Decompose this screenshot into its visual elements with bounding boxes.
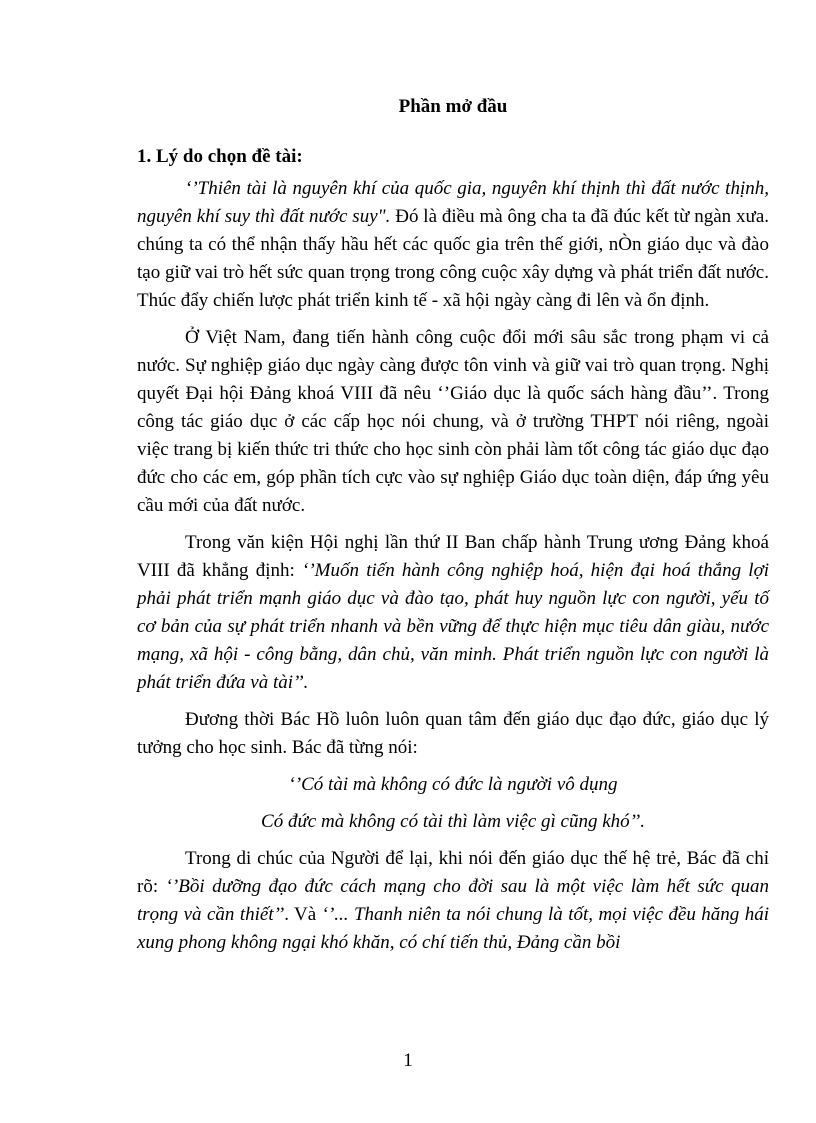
- document-body: [137, 93, 769, 957]
- quote-text: ‘’... Thanh niên ta nói chung là tốt, mọi việc đều hăng hái xung phong không ngại khó khăn, có chí tiến thủ, Đảng cần bồi: [137, 904, 769, 953]
- quote-text: ‘’Muốn tiến hành công nghiệp hoá, hiện đại hoá thắng lợi phải phát triển mạnh giáo dục và đào tạo, phát huy nguồn lực con người, yếu tố cơ bản của sự phát triển nhanh và bền vững để thực hiện mục tiêu dân giàu, nước mạng, xã hội - công bằng, dân chủ, văn minh. Phát triển nguồn lực con người là phát triển đứa và tài’’.: [137, 560, 769, 693]
- paragraph-text: Trong di chúc của Người để lại, khi nói đến giáo dục thế hệ trẻ, Bác đã chỉ rõ:: [137, 848, 769, 897]
- paragraph-2: Ở Việt Nam, đang tiến hành công cuộc đổi mới sâu sắc trong phạm vi cả nước. Sự nghiệp giáo dục ngày càng được tôn vinh và giữ vai trò quan trọng. Nghị quyết Đại hội Đảng khoá VIII đã nêu ‘’Giáo dục là quốc sách hàng đầu’’. Trong công tác giáo dục ở các cấp học nói chung, và ở trường THPT nói riêng, ngoài việc trang bị kiến thức tri thức cho học sinh còn phải làm tốt công tác giáo dục đạo đức cho các em, góp phần tích cực vào sự nghiệp Giáo dục toàn diện, đáp ứng yêu cầu mới của đất nước.: [137, 327, 769, 516]
- paragraph-1: [137, 175, 769, 315]
- paragraph-5: [137, 845, 769, 957]
- paragraph-text: Đó là điều mà ông cha ta đã đúc kết từ ngàn xưa. chúng ta có thể nhận thấy hầu hết các quốc gia trên thế giới, nÒn giáo dục và đào tạo giữ vai trò hết sức quan trọng trong công cuộc xây dựng và phát triển đất nước. Thúc đẩy chiến lược phát triển kinh tế - xã hội ngày càng đi lên và ổn định.: [137, 206, 769, 311]
- quote-text: ‘’Thiên tài là nguyên khí của quốc gia, nguyên khí thịnh thì đất nước thịnh, nguyên khí suy thì đất nước suy".: [137, 178, 769, 227]
- quote-text: ‘’Bồi dưỡng đạo đức cách mạng cho đời sau là một việc làm hết sức quan trọng và cần thiết’’: [137, 876, 769, 925]
- poem-line-1: ‘’Có tài mà không có đức là người vô dụng: [288, 774, 618, 795]
- poem-line-2: Có đức mà không có tài thì làm việc gì cũng khó’’.: [261, 811, 645, 832]
- page-number: 1: [403, 1050, 413, 1071]
- paragraph-4: Đương thời Bác Hồ luôn luôn quan tâm đến giáo dục đạo đức, giáo dục lý tưởng cho học sinh. Bác đã từng nói:: [137, 709, 769, 758]
- paragraph-3: [137, 529, 769, 697]
- section-heading: 1. Lý do chọn đề tài:: [137, 146, 303, 167]
- paragraph-text: . Và: [284, 904, 322, 925]
- paragraph-text: Trong văn kiện Hội nghị lần thứ II Ban chấp hành Trung ương Đảng khoá VIII đã khẳng định:: [137, 532, 769, 581]
- page-title: Phần mở đầu: [398, 96, 508, 117]
